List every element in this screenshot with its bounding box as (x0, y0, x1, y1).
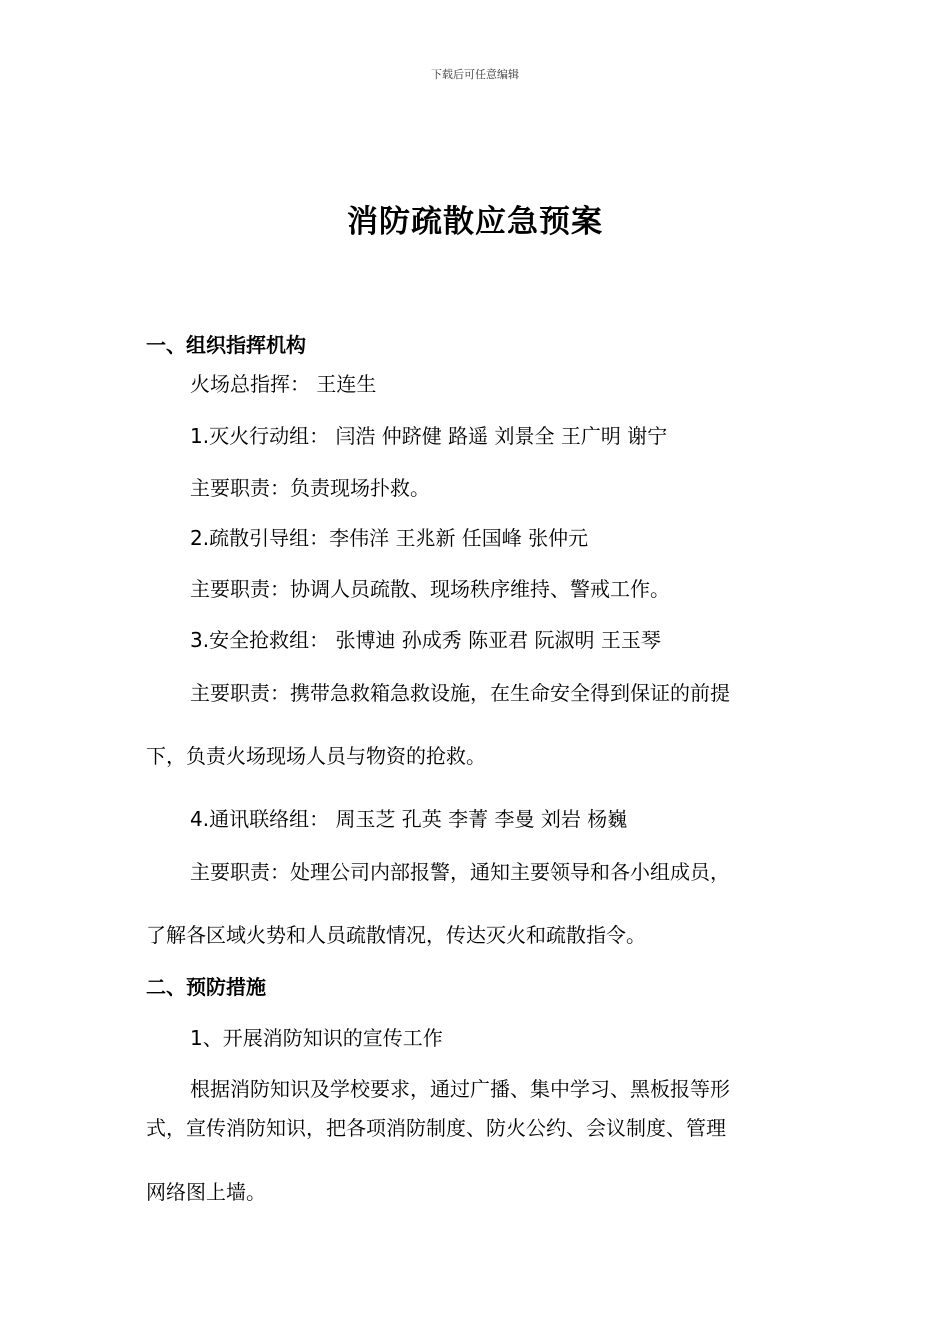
communication-duty-line-2: 了解各区域火势和人员疏散情况，传达灭火和疏散指令。 (146, 923, 646, 947)
communication-group-line: 4.通讯联络组： 周玉芝 孔英 李菁 李曼 刘岩 杨巍 (190, 807, 628, 831)
prevention-item-1: 1、开展消防知识的宣传工作 (190, 1026, 443, 1050)
prevention-paragraph-line-3: 网络图上墙。 (146, 1180, 266, 1204)
header-note: 下载后可任意编辑 (431, 68, 519, 81)
rescue-duty-line-2: 下，负责火场现场人员与物资的抢救。 (146, 744, 486, 768)
evacuation-group-line: 2.疏散引导组：李伟洋 王兆新 任国峰 张仲元 (190, 526, 589, 550)
firefighting-group-line: 1.灭火行动组： 闫浩 仲跻健 路遥 刘景全 王广明 谢宁 (190, 424, 668, 448)
firefighting-duty-line: 主要职责：负责现场扑救。 (190, 476, 430, 500)
evacuation-duty-line: 主要职责：协调人员疏散、现场秩序维持、警戒工作。 (190, 577, 670, 601)
document-title: 消防疏散应急预案 (347, 204, 603, 240)
prevention-paragraph-line-2: 式，宣传消防知识，把各项消防制度、防火公约、会议制度、管理 (146, 1116, 726, 1140)
rescue-group-line: 3.安全抢救组： 张博迪 孙成秀 陈亚君 阮淑明 王玉琴 (190, 628, 661, 652)
rescue-duty-line-1: 主要职责：携带急救箱急救设施，在生命安全得到保证的前提 (190, 681, 730, 705)
section-heading-prevention: 二、预防措施 (146, 975, 266, 999)
communication-duty-line-1: 主要职责：处理公司内部报警，通知主要领导和各小组成员， (190, 860, 730, 884)
section-heading-organization: 一、组织指挥机构 (146, 333, 306, 357)
commander-line: 火场总指挥： 王连生 (190, 372, 377, 396)
prevention-paragraph-line-1: 根据消防知识及学校要求，通过广播、集中学习、黑板报等形 (190, 1077, 730, 1101)
